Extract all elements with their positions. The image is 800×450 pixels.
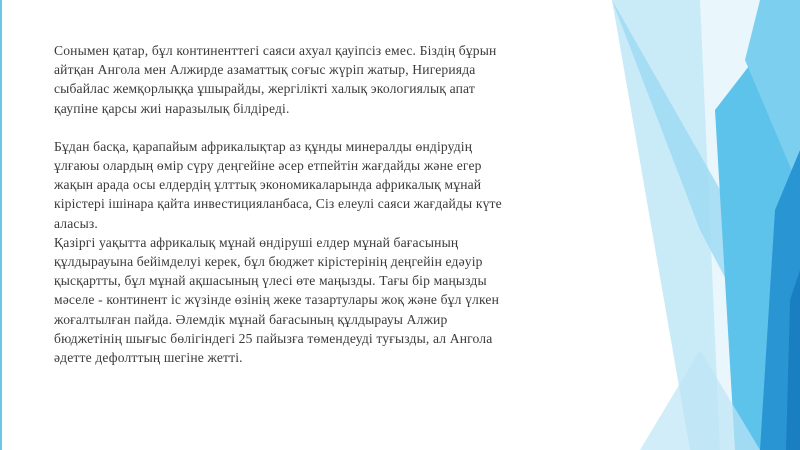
facet-deep-edge	[786, 270, 800, 450]
facet-mid-wedge	[715, 0, 800, 450]
facet-pale-back	[612, 0, 800, 450]
paragraph-minerals: Бұдан басқа, қарапайым африкалықтар аз құнды минералды өндірудің ұлғаюы олардың өмір сүру деңгейіне әсер етпейтін жағдайды және егер жақын арада осы елдердің ұлттық экономикаларында африкалық мұнай кірістері ішінара қайта инвестицияланбаса, Сіз елеулі саяси жағдайды күте аласыз.	[54, 138, 502, 231]
facet-light-left	[612, 0, 720, 450]
body-text	[54, 41, 599, 367]
facet-light-diagonal	[612, 0, 800, 420]
paragraph-oil-prices: Қазіргі уақытта африкалық мұнай өндіруші елдер мұнай бағасының құлдырауына бейімделуі керек, бұл бюджет кірістерінің деңгейін едәуір қысқартты, бұл мұнай ақшасының үлесі өте маңызды. Тағы бір маңызды мәселе - континент іс жүзінде өзінің жеке тазартулары жоқ және бұл үлкен жоғалтылған пайда. Әлемдік мұнай бағасының құлдырауы Алжир бюджетінің шығыс бөлігіндегі 25 пайызға төмендеуді туғызды, ал Ангола әдетте дефолттың шегіне жетті.	[54, 234, 500, 366]
paragraph-political-situation: Сонымен қатар, бұл континенттегі саяси ахуал қауіпсіз емес. Біздің бұрын айтқан Ангола мен Алжирде азаматтық соғыс жүріп жатыр, Нигерияда сыбайлас жемқорлыққа ұшырайды, жергілікті халық экологиялық апат қаупіне қарсы жиі наразылық білдіреді.	[54, 43, 497, 116]
facet-mid-upper	[745, 0, 800, 190]
facet-bottom-fade	[640, 350, 760, 450]
paragraph-spacer	[54, 118, 599, 137]
facet-dark-lower	[760, 150, 800, 450]
left-accent-bar	[0, 0, 2, 450]
